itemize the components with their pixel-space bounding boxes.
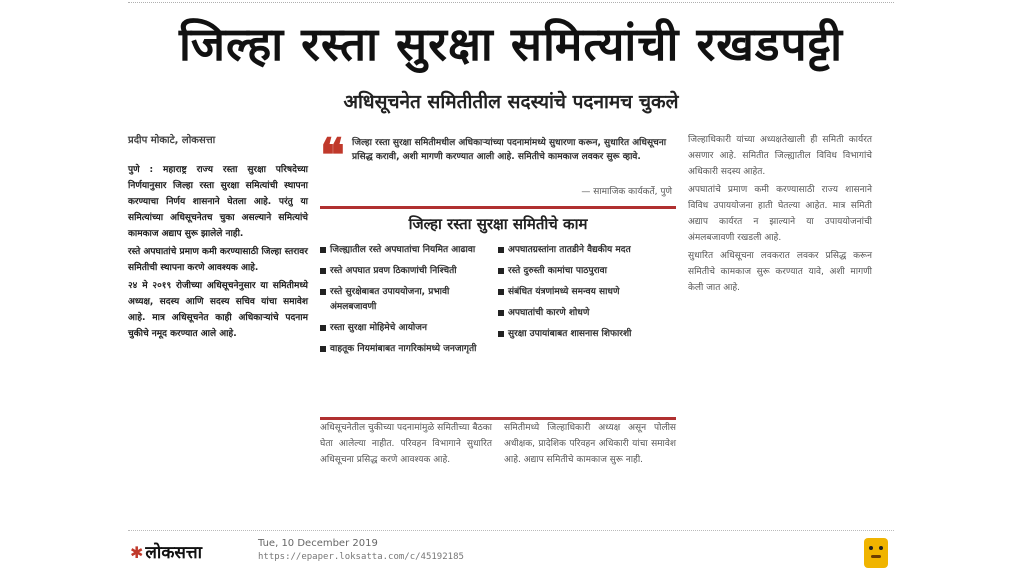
footer-rule (128, 530, 894, 531)
list-item: जिल्ह्यातील रस्ते अपघातांचा नियमित आढावा (320, 243, 498, 258)
info-box-left-column (320, 243, 498, 363)
list-item: अपघातग्रस्तांना तातडीने वैद्यकीय मदत (498, 243, 676, 258)
article-column-1 (128, 162, 308, 344)
article-subhead: अधिसूचनेत समितीतील सदस्यांचे पदनामच चुकले (343, 91, 679, 113)
column-paragraph: रस्ते अपघातांचे प्रमाण कमी करण्यासाठी जिल्हा स्तरावर समितीची स्थापना करणे आवश्यक आहे. (128, 247, 308, 273)
info-box-columns (320, 243, 676, 363)
info-box-right-column (498, 243, 676, 363)
list-item: संबंधित यंत्रणांमध्ये समन्वय साधणे (498, 285, 676, 300)
square-bullet-icon (498, 310, 504, 316)
list-item: सुरक्षा उपायांबाबत शासनास शिफारशी (498, 327, 676, 342)
article-byline: प्रदीप मोकाटे, लोकसत्ता (128, 135, 216, 146)
square-bullet-icon (320, 268, 326, 274)
article-column-3 (504, 420, 676, 470)
quote-mark-icon: ❝ (320, 128, 345, 182)
mascot-icon (864, 538, 888, 568)
square-bullet-icon (320, 247, 326, 253)
square-bullet-icon (498, 289, 504, 295)
quote-signature: — सामाजिक कार्यकर्ते, पुणे (581, 187, 672, 197)
list-item: रस्ते दुरुस्ती कामांचा पाठपुरावा (498, 264, 676, 279)
square-bullet-icon (498, 247, 504, 253)
column-paragraph: पुणे : महाराष्ट्र राज्य रस्ता सुरक्षा परिषदेच्या निर्णयानुसार जिल्हा रस्ता सुरक्षा समित्यांची स्थापना करण्याचा निर्णय शासनाने घेतला आहे. परंतु या समित्यांच्या अधिसूचनेतच चुका असल्याने समित्यांचे कामकाज अद्याप सुरू झालेले नाही. (128, 165, 308, 239)
info-box-title: जिल्हा रस्ता सुरक्षा समितीचे काम (408, 215, 588, 233)
list-item: रस्ता सुरक्षा मोहिमेचे आयोजन (320, 321, 498, 336)
column-paragraph: जिल्हाधिकारी यांच्या अध्यक्षतेखाली ही समिती कार्यरत असणार आहे. समितीत जिल्ह्यातील विविध विभागांचे अधिकारी सदस्य आहेत. (688, 135, 872, 177)
newspaper-page (128, 0, 894, 569)
article-column-2 (320, 420, 492, 470)
column-paragraph: अपघातांचे प्रमाण कमी करण्यासाठी राज्य शासनाने विविध उपाययोजना हाती घेतल्या आहेत. मात्र समिती अद्याप कार्यरत न झाल्याने या उपाययोजनांची अंमलबजावणी रखडली आहे. (688, 185, 872, 243)
epaper-link[interactable]: https://epaper.loksatta.com/c/45192185 (258, 552, 464, 562)
article-headline: जिल्हा रस्ता सुरक्षा समित्यांची रखडपट्टी (178, 17, 844, 71)
column-paragraph: अधिसूचनेतील चुकीच्या पदनामांमुळे समितीच्या बैठका घेता आलेल्या नाहीत. परिवहन विभागाने सुधारित अधिसूचना प्रसिद्ध करणे आवश्यक आहे. (320, 423, 492, 465)
edition-date: Tue, 10 December 2019 (258, 538, 378, 549)
info-box (320, 206, 676, 420)
page-footer (128, 538, 894, 566)
square-bullet-icon (320, 289, 326, 295)
square-bullet-icon (320, 325, 326, 331)
pull-quote (320, 128, 676, 198)
list-item: रस्ते अपघात प्रवण ठिकाणांची निश्चिती (320, 264, 498, 279)
square-bullet-icon (498, 331, 504, 337)
top-rule (128, 2, 894, 3)
column-paragraph: समितीमध्ये जिल्हाधिकारी अध्यक्ष असून पोलीस अधीक्षक, प्रादेशिक परिवहन अधिकारी यांचा समावेश आहे. अद्याप समितीचे कामकाज सुरू नाही. (504, 423, 676, 465)
square-bullet-icon (498, 268, 504, 274)
list-item: रस्ते सुरक्षेबाबत उपाययोजना, प्रभावी अंमलबजावणी (320, 285, 498, 315)
quote-text: जिल्हा रस्ता सुरक्षा समितीमधील अधिकाऱ्यांच्या पदनामांमध्ये सुधारणा करून, सुधारित अधिसूचना प्रसिद्ध करावी, अशी मागणी करण्यात आली आहे. समितीचे कामकाज लवकर सुरू व्हावे. (352, 138, 667, 162)
square-bullet-icon (320, 346, 326, 352)
column-paragraph: सुधारित अधिसूचना लवकरात लवकर प्रसिद्ध करून समितीचे कामकाज सुरू करण्यात यावे, अशी मागणी केली जात आहे. (688, 251, 872, 293)
star-icon: ✱ (130, 543, 144, 562)
article-column-4 (688, 132, 872, 298)
newspaper-logo: ✱ लोकसत्ता (130, 543, 203, 563)
column-paragraph: २४ मे २०१९ रोजीच्या अधिसूचनेनुसार या समितीमध्ये अध्यक्ष, सदस्य आणि सदस्य सचिव यांचा समावेश आहे. मात्र अधिसूचनेत काही अधिकाऱ्यांचे पदनाम चुकीचे नमूद करण्यात आले आहे. (128, 281, 308, 339)
list-item: वाहतूक नियमांबाबत नागरिकांमध्ये जनजागृती (320, 342, 498, 357)
list-item: अपघातांची कारणे शोधणे (498, 306, 676, 321)
